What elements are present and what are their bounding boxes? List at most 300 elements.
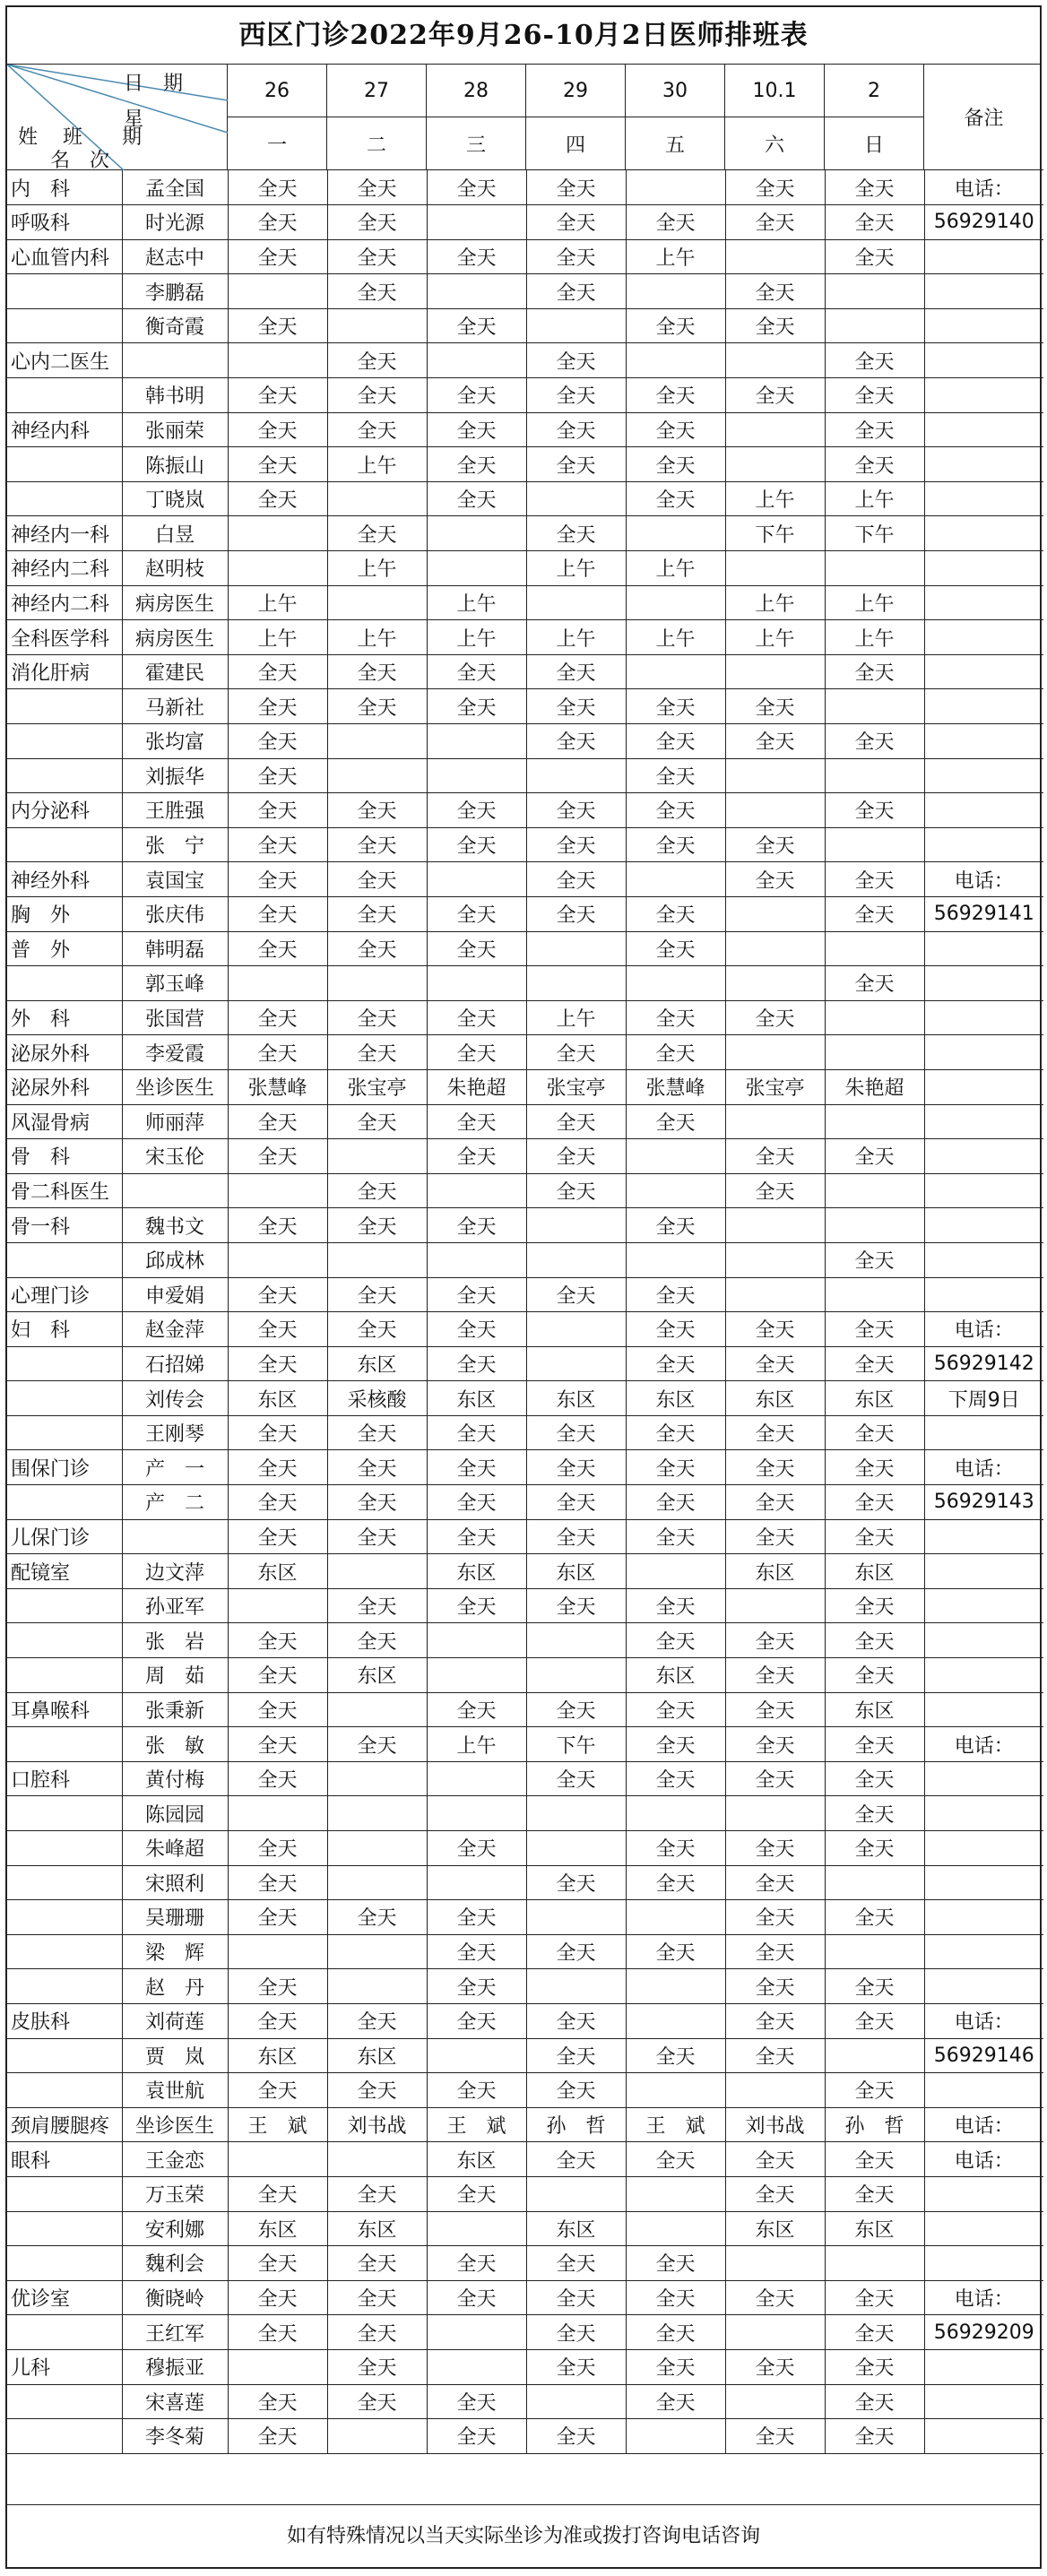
shift-cell bbox=[725, 1588, 825, 1623]
shift-cell: 全天 bbox=[825, 896, 924, 931]
shift-cell: 全天 bbox=[327, 827, 427, 862]
table-row bbox=[7, 1969, 1043, 2004]
shift-cell: 全天 bbox=[725, 1139, 825, 1174]
shift-cell bbox=[228, 1173, 327, 1208]
shift-cell: 全天 bbox=[427, 2003, 526, 2038]
shift-cell: 全天 bbox=[526, 2142, 626, 2177]
table-row bbox=[7, 2280, 1043, 2315]
page-title: 西区门诊2022年9月26-10月2日医师排班表 bbox=[7, 7, 1040, 65]
doctor-name-cell: 申爱娟 bbox=[122, 1277, 228, 1312]
header-weekday: 四 bbox=[526, 117, 626, 170]
remark-cell bbox=[924, 1554, 1043, 1589]
shift-cell: 全天 bbox=[825, 1139, 924, 1174]
table-row bbox=[7, 1761, 1043, 1796]
shift-cell: 全天 bbox=[526, 689, 626, 724]
remark-cell bbox=[924, 654, 1043, 689]
shift-cell: 全天 bbox=[526, 2073, 626, 2108]
shift-cell: 东区 bbox=[327, 1658, 427, 1693]
shift-cell: 上午 bbox=[725, 620, 825, 655]
shift-cell bbox=[626, 274, 725, 309]
shift-cell: 全天 bbox=[228, 1450, 327, 1485]
remark-cell: 电话： bbox=[924, 1312, 1043, 1347]
shift-cell: 全天 bbox=[228, 2315, 327, 2350]
shift-cell: 全天 bbox=[526, 896, 626, 931]
table-row bbox=[7, 1242, 1043, 1277]
shift-cell bbox=[825, 274, 924, 309]
dept-cell: 骨一科 bbox=[7, 1208, 122, 1243]
shift-cell: 全天 bbox=[725, 205, 825, 240]
shift-cell: 全天 bbox=[825, 966, 924, 1001]
shift-cell bbox=[327, 1831, 427, 1866]
shift-cell: 全天 bbox=[626, 758, 725, 793]
shift-cell: 全天 bbox=[725, 2419, 825, 2454]
shift-cell bbox=[626, 2419, 725, 2454]
doctor-name-cell: 孟全国 bbox=[122, 170, 228, 205]
shift-cell: 孙 哲 bbox=[526, 2107, 626, 2142]
dept-cell bbox=[7, 481, 122, 516]
shift-cell: 东区 bbox=[526, 2211, 626, 2246]
shift-cell: 东区 bbox=[725, 1381, 825, 1416]
shift-cell: 全天 bbox=[526, 2280, 626, 2315]
shift-cell bbox=[228, 1934, 327, 1969]
shift-cell: 孙 哲 bbox=[825, 2107, 924, 2142]
shift-cell: 全天 bbox=[228, 724, 327, 759]
shift-cell: 全天 bbox=[825, 2419, 924, 2454]
header-weekday: 二 bbox=[327, 117, 427, 170]
shift-cell: 全天 bbox=[825, 2315, 924, 2350]
shift-cell: 全天 bbox=[626, 2349, 725, 2384]
shift-cell: 上午 bbox=[626, 239, 725, 274]
shift-cell: 东区 bbox=[327, 2038, 427, 2073]
table-row bbox=[7, 1104, 1043, 1139]
shift-cell: 全天 bbox=[626, 2280, 725, 2315]
table-row bbox=[7, 1554, 1043, 1589]
shift-cell: 全天 bbox=[526, 654, 626, 689]
table-row bbox=[7, 1519, 1043, 1554]
shift-cell: 全天 bbox=[825, 1519, 924, 1554]
shift-cell: 全天 bbox=[825, 2003, 924, 2038]
shift-cell: 全天 bbox=[825, 1242, 924, 1277]
shift-cell: 全天 bbox=[228, 793, 327, 828]
dept-cell: 普 外 bbox=[7, 931, 122, 966]
doctor-name-cell: 梁 辉 bbox=[122, 1934, 228, 1969]
shift-cell: 东区 bbox=[228, 1381, 327, 1416]
shift-cell: 全天 bbox=[526, 1139, 626, 1174]
shift-cell: 全天 bbox=[526, 2419, 626, 2454]
shift-cell bbox=[327, 1796, 427, 1831]
table-row bbox=[7, 724, 1043, 759]
shift-cell: 上午 bbox=[825, 620, 924, 655]
doctor-name-cell: 王胜强 bbox=[122, 793, 228, 828]
remark-cell bbox=[924, 1934, 1043, 1969]
shift-cell: 朱艳超 bbox=[825, 1069, 924, 1104]
remark-cell bbox=[924, 2073, 1043, 2108]
shift-cell bbox=[327, 758, 427, 793]
shift-cell: 全天 bbox=[427, 1139, 526, 1174]
dept-cell: 呼吸科 bbox=[7, 205, 122, 240]
remark-cell bbox=[924, 1761, 1043, 1796]
shift-cell: 上午 bbox=[427, 1727, 526, 1762]
doctor-name-cell: 衡晓岭 bbox=[122, 2280, 228, 2315]
dept-cell: 泌尿外科 bbox=[7, 1069, 122, 1104]
doctor-name-cell: 坐诊医生 bbox=[122, 1069, 228, 1104]
shift-cell: 全天 bbox=[228, 205, 327, 240]
doctor-name-cell: 周 茹 bbox=[122, 1658, 228, 1693]
table-row bbox=[7, 1623, 1043, 1658]
shift-cell bbox=[526, 1658, 626, 1693]
shift-cell: 全天 bbox=[327, 1519, 427, 1554]
shift-cell: 全天 bbox=[327, 205, 427, 240]
shift-cell: 全天 bbox=[327, 343, 427, 378]
remark-cell bbox=[924, 239, 1043, 274]
corner-shift-label: 班 期 bbox=[63, 126, 143, 149]
shift-cell: 全天 bbox=[526, 724, 626, 759]
shift-cell: 全天 bbox=[427, 2419, 526, 2454]
shift-cell: 全天 bbox=[427, 1831, 526, 1866]
shift-cell: 全天 bbox=[427, 1450, 526, 1485]
shift-cell: 全天 bbox=[427, 1104, 526, 1139]
shift-cell bbox=[327, 1969, 427, 2004]
shift-cell: 全天 bbox=[228, 1692, 327, 1727]
table-row bbox=[7, 1035, 1043, 1070]
shift-cell: 全天 bbox=[228, 378, 327, 413]
shift-cell: 全天 bbox=[228, 1519, 327, 1554]
shift-cell: 全天 bbox=[427, 896, 526, 931]
remark-cell bbox=[924, 689, 1043, 724]
shift-cell bbox=[228, 551, 327, 586]
doctor-name-cell: 万玉荣 bbox=[122, 2176, 228, 2211]
shift-cell bbox=[427, 2315, 526, 2350]
doctor-name-cell: 赵明枝 bbox=[122, 551, 228, 586]
shift-cell bbox=[327, 1139, 427, 1174]
shift-cell bbox=[626, 2003, 725, 2038]
shift-cell bbox=[427, 516, 526, 551]
shift-cell: 全天 bbox=[228, 2384, 327, 2419]
shift-cell: 全天 bbox=[825, 1312, 924, 1347]
doctor-name-cell: 李爱霞 bbox=[122, 1035, 228, 1070]
shift-cell: 东区 bbox=[626, 1381, 725, 1416]
shift-cell: 全天 bbox=[825, 412, 924, 447]
shift-cell: 全天 bbox=[825, 1450, 924, 1485]
dept-cell bbox=[7, 274, 122, 309]
table-row bbox=[7, 862, 1043, 897]
doctor-name-cell: 赵志中 bbox=[122, 239, 228, 274]
shift-cell: 东区 bbox=[228, 2211, 327, 2246]
shift-cell: 全天 bbox=[228, 1761, 327, 1796]
shift-cell: 全天 bbox=[327, 1312, 427, 1347]
shift-cell: 全天 bbox=[427, 689, 526, 724]
remark-cell bbox=[924, 2384, 1043, 2419]
shift-cell: 上午 bbox=[725, 585, 825, 620]
shift-cell bbox=[626, 343, 725, 378]
doctor-name-cell: 病房医生 bbox=[122, 620, 228, 655]
dept-cell bbox=[7, 1588, 122, 1623]
shift-cell bbox=[526, 1623, 626, 1658]
shift-cell: 上午 bbox=[526, 1000, 626, 1035]
header-weekday: 六 bbox=[725, 117, 825, 170]
table-row bbox=[7, 516, 1043, 551]
doctor-name-cell: 病房医生 bbox=[122, 585, 228, 620]
shift-cell: 全天 bbox=[228, 1415, 327, 1450]
shift-cell: 全天 bbox=[526, 827, 626, 862]
shift-cell bbox=[427, 551, 526, 586]
shift-cell bbox=[327, 1692, 427, 1727]
doctor-name-cell: 黄付梅 bbox=[122, 1761, 228, 1796]
dept-cell bbox=[7, 2073, 122, 2108]
shift-cell: 全天 bbox=[228, 1035, 327, 1070]
shift-cell: 全天 bbox=[825, 1900, 924, 1935]
dept-cell bbox=[7, 378, 122, 413]
table-row bbox=[7, 1900, 1043, 1935]
table-row bbox=[7, 378, 1043, 413]
shift-cell: 全天 bbox=[228, 447, 327, 482]
shift-cell: 全天 bbox=[327, 2176, 427, 2211]
shift-cell: 全天 bbox=[526, 2246, 626, 2281]
shift-cell bbox=[825, 2246, 924, 2281]
shift-cell bbox=[825, 827, 924, 862]
shift-cell: 全天 bbox=[427, 1692, 526, 1727]
shift-cell bbox=[825, 2038, 924, 2073]
doctor-name-cell: 张丽荣 bbox=[122, 412, 228, 447]
shift-cell: 全天 bbox=[725, 2349, 825, 2384]
shift-cell bbox=[427, 1761, 526, 1796]
dept-cell bbox=[7, 2384, 122, 2419]
doctor-name-cell: 王刚琴 bbox=[122, 1415, 228, 1450]
shift-cell: 全天 bbox=[626, 1104, 725, 1139]
shift-cell: 全天 bbox=[825, 1727, 924, 1762]
shift-cell: 全天 bbox=[825, 1658, 924, 1693]
shift-cell: 全天 bbox=[327, 2349, 427, 2384]
shift-cell bbox=[327, 1242, 427, 1277]
shift-cell: 下午 bbox=[526, 1727, 626, 1762]
shift-cell bbox=[725, 654, 825, 689]
shift-cell: 全天 bbox=[526, 2038, 626, 2073]
shift-cell: 全天 bbox=[427, 1346, 526, 1381]
dept-cell: 妇 科 bbox=[7, 1312, 122, 1347]
shift-cell: 全天 bbox=[825, 1346, 924, 1381]
shift-cell: 全天 bbox=[825, 170, 924, 205]
table-row bbox=[7, 274, 1043, 309]
shift-cell bbox=[825, 1104, 924, 1139]
remark-cell bbox=[924, 585, 1043, 620]
table-row bbox=[7, 2003, 1043, 2038]
doctor-name-cell: 边文萍 bbox=[122, 1554, 228, 1589]
shift-cell: 张宝亭 bbox=[327, 1069, 427, 1104]
doctor-name-cell: 产 二 bbox=[122, 1485, 228, 1520]
doctor-name-cell: 师丽萍 bbox=[122, 1104, 228, 1139]
shift-cell: 全天 bbox=[427, 1000, 526, 1035]
corner-weekday-label: 星 bbox=[124, 108, 144, 131]
doctor-name-cell: 丁晓岚 bbox=[122, 481, 228, 516]
shift-cell: 朱艳超 bbox=[427, 1069, 526, 1104]
doctor-name-cell: 张 敏 bbox=[122, 1727, 228, 1762]
doctor-name-cell: 张秉新 bbox=[122, 1692, 228, 1727]
shift-cell: 全天 bbox=[327, 2315, 427, 2350]
shift-cell bbox=[526, 1969, 626, 2004]
shift-cell: 全天 bbox=[725, 2280, 825, 2315]
dept-cell: 心内二医生 bbox=[7, 343, 122, 378]
doctor-name-cell: 张庆伟 bbox=[122, 896, 228, 931]
remark-cell bbox=[924, 1104, 1043, 1139]
shift-cell: 上午 bbox=[327, 620, 427, 655]
shift-cell: 全天 bbox=[427, 481, 526, 516]
remark-cell: 电话： bbox=[924, 170, 1043, 205]
shift-cell: 全天 bbox=[427, 239, 526, 274]
shift-cell: 全天 bbox=[228, 308, 327, 343]
doctor-name-cell: 坐诊医生 bbox=[122, 2107, 228, 2142]
doctor-name-cell: 邱成林 bbox=[122, 1242, 228, 1277]
table-row bbox=[7, 481, 1043, 516]
shift-cell bbox=[427, 1658, 526, 1693]
shift-cell bbox=[626, 2176, 725, 2211]
dept-cell: 骨 科 bbox=[7, 1139, 122, 1174]
shift-cell bbox=[825, 758, 924, 793]
shift-cell: 全天 bbox=[526, 1173, 626, 1208]
shift-cell: 全天 bbox=[725, 1727, 825, 1762]
shift-cell bbox=[526, 308, 626, 343]
shift-cell: 全天 bbox=[228, 654, 327, 689]
shift-cell: 全天 bbox=[427, 1415, 526, 1450]
shift-cell: 全天 bbox=[427, 447, 526, 482]
shift-cell bbox=[626, 1242, 725, 1277]
shift-cell: 全天 bbox=[626, 1692, 725, 1727]
shift-cell: 全天 bbox=[725, 1000, 825, 1035]
remark-cell bbox=[924, 1692, 1043, 1727]
table-row bbox=[7, 793, 1043, 828]
shift-cell bbox=[825, 689, 924, 724]
shift-cell bbox=[327, 585, 427, 620]
shift-cell: 全天 bbox=[427, 1277, 526, 1312]
shift-cell bbox=[228, 274, 327, 309]
shift-cell: 全天 bbox=[626, 1623, 725, 1658]
shift-cell bbox=[825, 308, 924, 343]
remark-cell bbox=[924, 551, 1043, 586]
shift-cell: 全天 bbox=[327, 412, 427, 447]
shift-cell: 全天 bbox=[228, 1312, 327, 1347]
shift-cell: 全天 bbox=[327, 689, 427, 724]
shift-cell: 全天 bbox=[526, 1415, 626, 1450]
remark-cell: 56929142 bbox=[924, 1346, 1043, 1381]
doctor-name-cell: 刘振华 bbox=[122, 758, 228, 793]
shift-cell: 全天 bbox=[626, 896, 725, 931]
table-row bbox=[7, 1415, 1043, 1450]
shift-cell: 全天 bbox=[626, 1346, 725, 1381]
doctor-name-cell: 刘传会 bbox=[122, 1381, 228, 1416]
shift-cell: 全天 bbox=[626, 308, 725, 343]
shift-cell bbox=[427, 274, 526, 309]
shift-cell: 全天 bbox=[725, 827, 825, 862]
table-row bbox=[7, 689, 1043, 724]
remark-cell: 56929146 bbox=[924, 2038, 1043, 2073]
dept-cell bbox=[7, 1415, 122, 1450]
remark-cell: 电话： bbox=[924, 2280, 1043, 2315]
shift-cell: 全天 bbox=[228, 2003, 327, 2038]
shift-cell: 全天 bbox=[825, 2384, 924, 2419]
shift-cell bbox=[526, 1312, 626, 1347]
table-row bbox=[7, 1658, 1043, 1693]
shift-cell: 全天 bbox=[327, 2073, 427, 2108]
table-row bbox=[7, 1346, 1043, 1381]
shift-cell: 上午 bbox=[427, 585, 526, 620]
header-date: 2 bbox=[825, 65, 924, 117]
shift-cell: 全天 bbox=[626, 1485, 725, 1520]
shift-cell: 全天 bbox=[228, 862, 327, 897]
shift-cell: 全天 bbox=[228, 827, 327, 862]
shift-cell: 全天 bbox=[825, 1761, 924, 1796]
dept-cell: 配镜室 bbox=[7, 1554, 122, 1589]
dept-cell bbox=[7, 689, 122, 724]
shift-cell: 全天 bbox=[327, 1415, 427, 1450]
dept-cell: 颈肩腰腿疼 bbox=[7, 2107, 122, 2142]
shift-cell bbox=[526, 1346, 626, 1381]
doctor-name-cell: 张 宁 bbox=[122, 827, 228, 862]
doctor-name-cell: 时光源 bbox=[122, 205, 228, 240]
dept-cell bbox=[7, 1865, 122, 1900]
shift-cell: 全天 bbox=[427, 1588, 526, 1623]
shift-cell: 刘书战 bbox=[327, 2107, 427, 2142]
shift-cell: 全天 bbox=[228, 1485, 327, 1520]
shift-cell: 全天 bbox=[526, 2349, 626, 2384]
dept-cell: 儿保门诊 bbox=[7, 1519, 122, 1554]
dept-cell: 儿科 bbox=[7, 2349, 122, 2384]
shift-cell bbox=[725, 2384, 825, 2419]
remark-cell: 电话： bbox=[924, 2003, 1043, 2038]
header-remark: 备注 bbox=[924, 65, 1043, 170]
shift-cell: 全天 bbox=[228, 170, 327, 205]
remark-cell: 电话： bbox=[924, 2107, 1043, 2142]
shift-cell: 全天 bbox=[626, 1450, 725, 1485]
dept-cell: 全科医学科 bbox=[7, 620, 122, 655]
shift-cell: 全天 bbox=[825, 447, 924, 482]
shift-cell: 全天 bbox=[626, 447, 725, 482]
remark-cell: 56929140 bbox=[924, 205, 1043, 240]
shift-cell: 上午 bbox=[825, 585, 924, 620]
doctor-name-cell: 魏书文 bbox=[122, 1208, 228, 1243]
shift-cell bbox=[526, 931, 626, 966]
doctor-name-cell: 贾 岚 bbox=[122, 2038, 228, 2073]
shift-cell: 全天 bbox=[626, 205, 725, 240]
shift-cell: 东区 bbox=[825, 1554, 924, 1589]
shift-cell bbox=[725, 1796, 825, 1831]
shift-cell: 全天 bbox=[626, 1208, 725, 1243]
shift-cell bbox=[228, 1588, 327, 1623]
dept-cell: 神经内二科 bbox=[7, 585, 122, 620]
shift-cell bbox=[427, 2349, 526, 2384]
shift-cell: 全天 bbox=[725, 724, 825, 759]
shift-cell: 张慧峰 bbox=[626, 1069, 725, 1104]
shift-cell: 全天 bbox=[725, 1485, 825, 1520]
remark-cell: 电话： bbox=[924, 1450, 1043, 1485]
shift-cell: 上午 bbox=[327, 447, 427, 482]
shift-cell: 上午 bbox=[427, 620, 526, 655]
shift-cell bbox=[725, 1104, 825, 1139]
shift-cell: 全天 bbox=[825, 1831, 924, 1866]
dept-cell: 耳鼻喉科 bbox=[7, 1692, 122, 1727]
shift-cell bbox=[327, 2142, 427, 2177]
shift-cell: 全天 bbox=[427, 793, 526, 828]
doctor-name-cell: 孙亚军 bbox=[122, 1588, 228, 1623]
schedule-sheet bbox=[5, 5, 1042, 2569]
shift-cell: 全天 bbox=[725, 378, 825, 413]
remark-cell bbox=[924, 620, 1043, 655]
header-corner bbox=[7, 65, 228, 170]
dept-cell: 神经外科 bbox=[7, 862, 122, 897]
dept-cell bbox=[7, 1934, 122, 1969]
dept-cell bbox=[7, 1485, 122, 1520]
table-row bbox=[7, 205, 1043, 240]
doctor-name-cell: 王红军 bbox=[122, 2315, 228, 2350]
shift-cell: 东区 bbox=[626, 1658, 725, 1693]
